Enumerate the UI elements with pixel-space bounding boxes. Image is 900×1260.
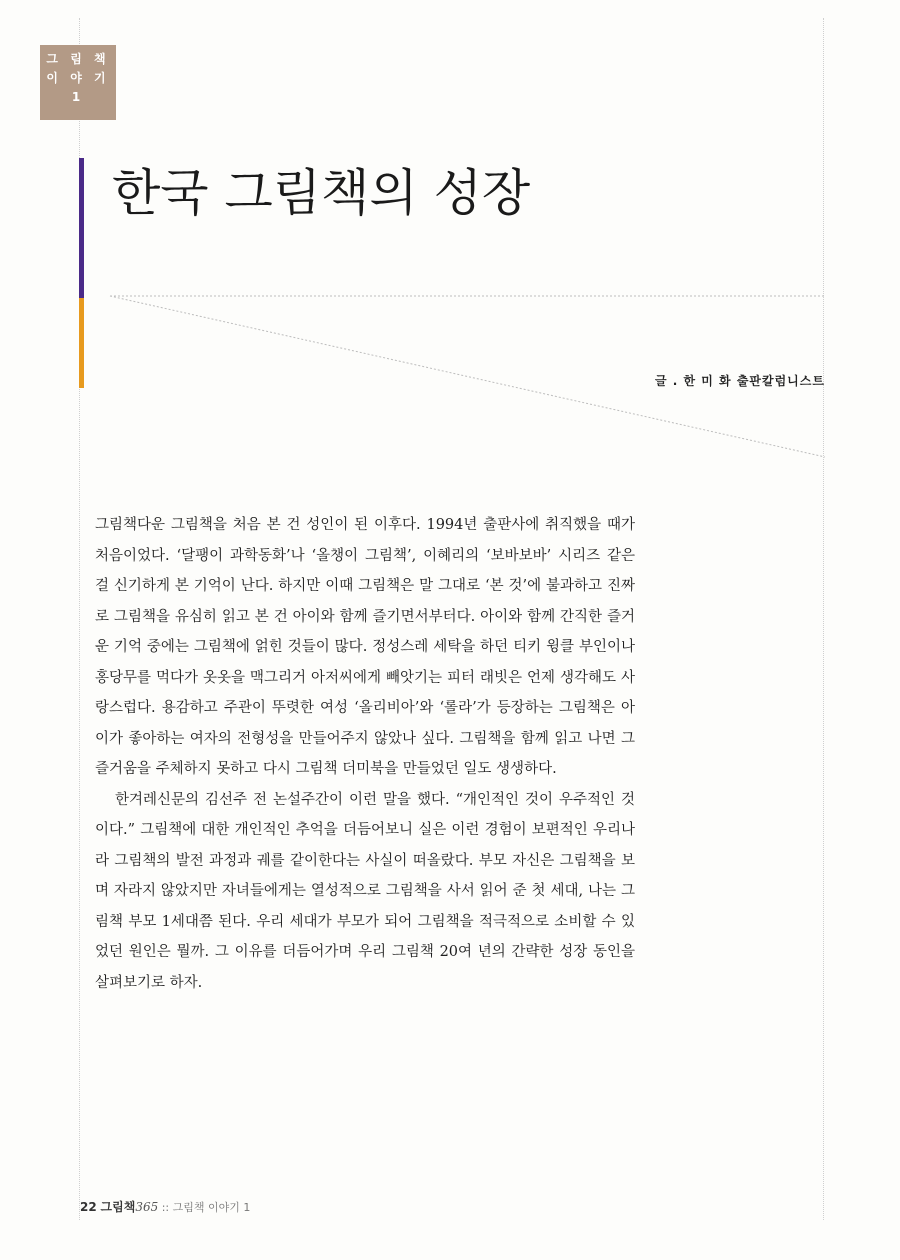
section-label: :: 그림책 이야기 1 [158, 1201, 251, 1214]
page-number: 22 [80, 1200, 97, 1214]
series-tag-line-1: 그 림 책 [46, 52, 110, 66]
paragraph-2: 한겨레신문의 김선주 전 논설주간이 이런 말을 했다. “개인적인 것이 우주적인 것이다.” 그림책에 대한 개인적인 추억을 더듬어보니 실은 이런 경험이 보편적인 우리나라 그림책의 발전 과정과 궤를 같이한다는 사실이 떠올랐다. 부모 자신은 그림책을 보며 자라지 않았지만 자녀들에게는 열성적으로 그림책을 사서 읽어 준 첫 세대, 나는 그림책 부모 1세대쯤 된다. 우리 세대가 부모가 되어 그림책을 적극적으로 소비할 수 있었던 원인은 뭘까. 그 이유를 더듬어가며 우리 그림책 20여 년의 간략한 성장 동인을 살펴보기로 하자. [95, 791, 635, 991]
magazine-issue: 365 [135, 1200, 159, 1214]
paragraph-1: 그림책다운 그림책을 처음 본 건 성인이 된 이후다. 1994년 출판사에 취직했을 때가 처음이었다. ‘달팽이 과학동화’나 ‘올챙이 그림책’, 이혜리의 ‘보바보바’ 시리즈 같은 걸 신기하게 본 기억이 난다. 하지만 이때 그림책은 말 그대로 ‘본 것’에 불과하고 진짜로 그림책을 유심히 읽고 본 건 아이와 함께 즐기면서부터다. 아이와 함께 간직한 즐거운 기억 중에는 그림책에 얽힌 것들이 많다. 정성스레 세탁을 하던 티키 윙클 부인이나 홍당무를 먹다가 옷옷을 맥그리거 아저씨에게 빼앗기는 피터 래빗은 언제 생각해도 사랑스럽다. 용감하고 주관이 뚜렷한 여성 ‘올리비아’와 ‘롤라’가 등장하는 그림책은 아이가 좋아하는 여자의 전형성을 만들어주지 않았나 싶다. 그림책을 함께 읽고 나면 그 즐거움을 주체하지 못하고 다시 그림책 더미북을 만들었던 일도 생생하다. [95, 517, 635, 777]
series-tag-line-3: 1 [71, 90, 85, 104]
page-title: 한국 그림책의 성장 [112, 164, 531, 222]
author-byline: 글 . 한 미 화 출판칼럼니스트 [655, 374, 825, 388]
page-footer [80, 1198, 250, 1215]
magazine-name: 그림책 [100, 1200, 136, 1214]
decorative-rules [0, 0, 900, 470]
article-body [95, 510, 635, 998]
series-tag-line-2: 이 야 기 [46, 71, 110, 85]
